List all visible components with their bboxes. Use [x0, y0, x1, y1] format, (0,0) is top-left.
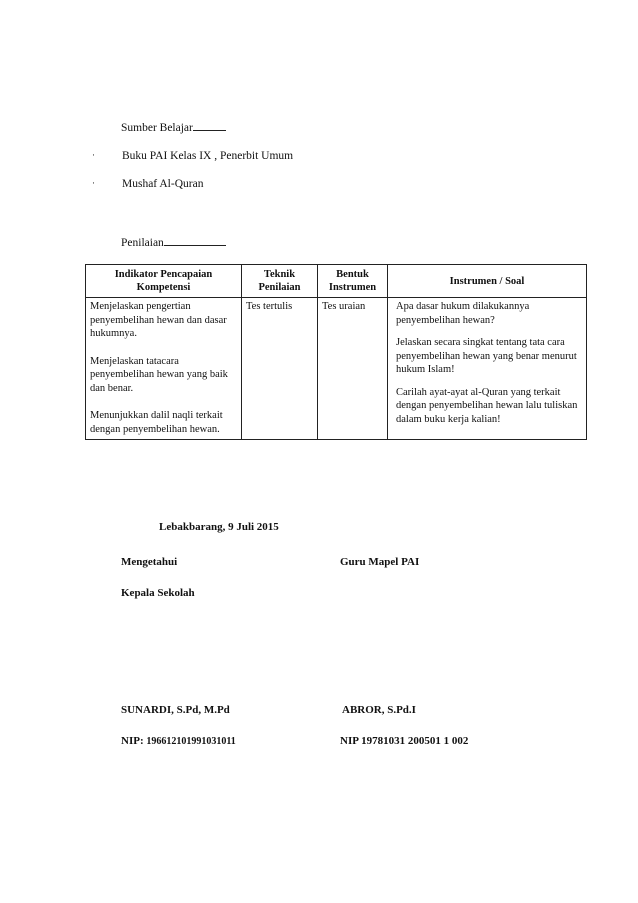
assessment-table	[85, 264, 587, 440]
table-row	[86, 298, 587, 440]
sumber-belajar-heading	[121, 119, 226, 134]
list-item-text: Buku PAI Kelas IX , Penerbit Umum	[122, 150, 294, 162]
right-nip: NIP 19781031 200501 1 002	[340, 735, 469, 747]
soal-item: Jelaskan secara singkat tentang tata cara penyembelihan hewan yang benar menurut hukum Islam!	[396, 337, 577, 375]
indikator-item: Menjelaskan tatacara penyembelihan hewan yang baik dan benar.	[90, 355, 228, 394]
mengetahui-label: Mengetahui	[121, 556, 178, 568]
cell-bentuk: Tes uraian	[318, 298, 388, 440]
bullet: ·	[92, 178, 95, 188]
header-indikator: Indikator Pencapaian Kompetensi	[86, 265, 242, 298]
penilaian-title: Penilaian	[121, 237, 164, 249]
soal-item: Apa dasar hukum dilakukannya penyembelihan hewan?	[396, 301, 530, 326]
cell-teknik: Tes tertulis	[242, 298, 318, 440]
left-nip	[121, 735, 236, 747]
header-bentuk: Bentuk Instrumen	[318, 265, 388, 298]
left-signatory-name: SUNARDI, S.Pd, M.Pd	[121, 704, 230, 716]
indikator-item: Menunjukkan dalil naqli terkait dengan penyembelihan hewan.	[90, 410, 223, 435]
penilaian-heading	[121, 234, 226, 249]
soal-item: Carilah ayat-ayat al-Quran yang terkait dengan penyembelihan hewan lalu tuliskan dalam buku kerja kalian!	[396, 386, 578, 425]
heading-underline	[164, 234, 226, 246]
header-instrumen: Instrumen / Soal	[388, 265, 587, 298]
cell-soal	[388, 298, 587, 440]
left-nip-label: NIP:	[121, 735, 144, 747]
cell-indikator	[86, 298, 242, 440]
sumber-belajar-title: Sumber Belajar	[121, 122, 193, 134]
kepala-sekolah-label: Kepala Sekolah	[121, 587, 195, 599]
header-teknik: Teknik Penilaian	[242, 265, 318, 298]
place-date: Lebakbarang, 9 Juli 2015	[159, 521, 279, 533]
indikator-item: Menjelaskan pengertian penyembelihan hewan dan dasar hukumnya.	[90, 301, 227, 339]
heading-underline	[193, 119, 226, 131]
bullet: ·	[92, 150, 95, 160]
guru-mapel-label: Guru Mapel PAI	[340, 556, 420, 568]
table-header-row	[86, 265, 587, 298]
list-item-text: Mushaf Al-Quran	[122, 178, 204, 190]
left-nip-value: 196612101991031011	[146, 736, 236, 747]
right-signatory-name: ABROR, S.Pd.I	[342, 704, 416, 716]
